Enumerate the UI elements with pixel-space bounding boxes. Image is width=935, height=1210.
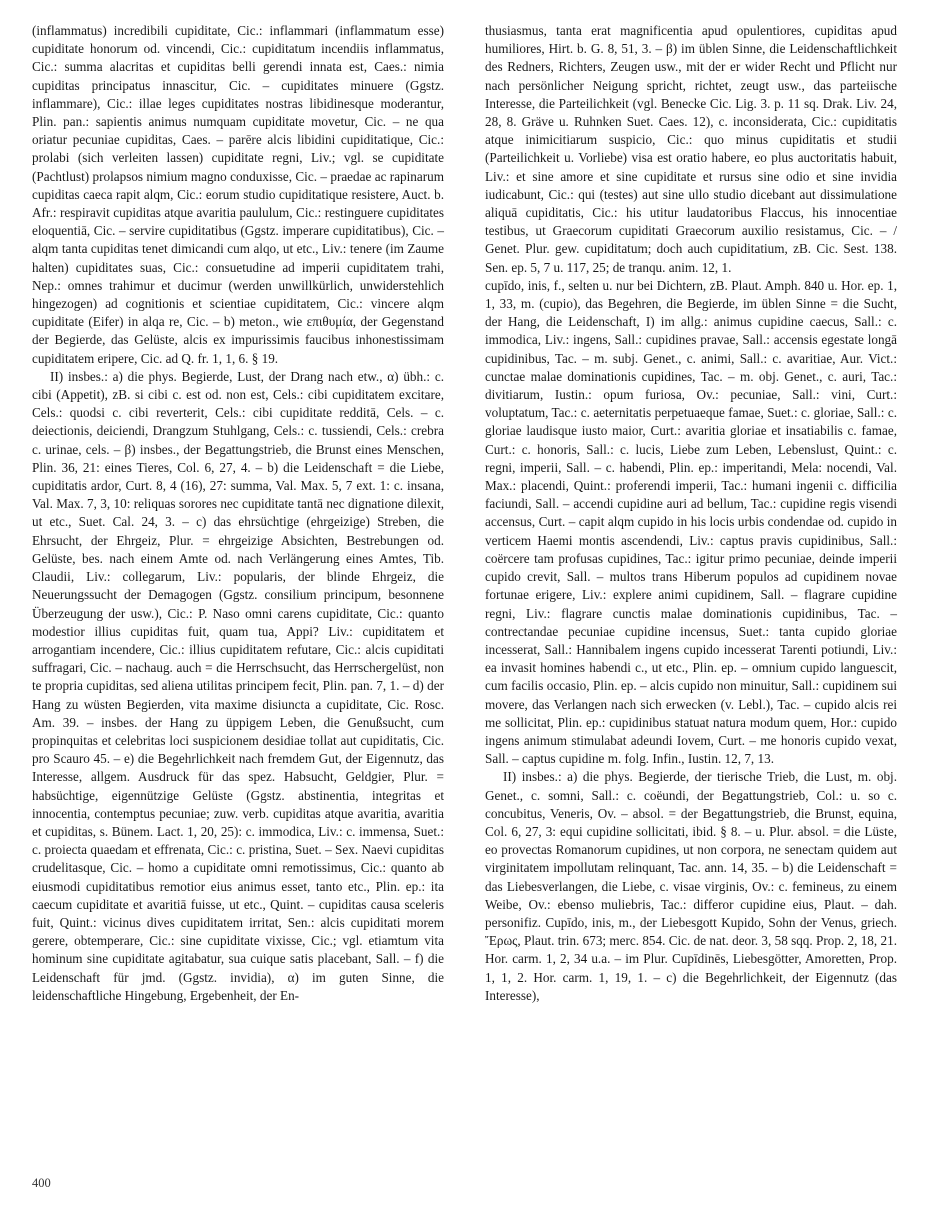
right-column: [485, 22, 897, 1005]
right-paragraph-1: thusiasmus, tanta erat magnificentia apud opulentiores, cupiditas apud humiliores, Hirt. b. G. 8, 51, 3. – β) im üblen Sinne, die Leidenschaftlichkeit des Redners, Richters, Zeugen usw., mit der er wider Recht und Pflicht nur nach persönlicher Neigung spricht, richtet, zeugt usw., das parteiische Interesse, die Parteilichkeit (vgl. Benecke Cic. Lig. 3. p. 11 sq. Drak. Liv. 24, 28, 8. Gräve u. Ruhnken Suet. Caes. 12), c. inconsiderata, Cic.: cupiditatis atque inimicitiarum suspicio, Cic.: quo minus cupiditatis et studii (Parteilichkeit u. Vorliebe) visa est oratio habere, eo plus auctoritatis habuit, Liv.: et sine amore et sine cupiditate et rursus sine odio et sine invidia iudicabunt, Cic.: qui (testes) aut sine ullo studio dicebant aut dissimulatione aliquā cupiditatis, Cic.: his utitur laudatoribus Flaccus, his innocentiae testibus, ut Graecorum cupiditati Graecorum auxilio resistamus, Cic. – / Genet. Plur. gew. cupiditatum; doch auch cupiditatium, zB. Cic. Sest. 138. Sen. ep. 5, 7 u. 117, 25; de tranqu. anim. 12, 1.: [485, 23, 897, 275]
right-paragraph-3: II) insbes.: a) die phys. Begierde, der tierische Trieb, die Lust, m. obj. Genet., c. somni, Sall.: c. coëundi, der Begattungstrieb, Col.: u. so c. concubitus, Veneris, Ov. – absol. = der Begattungstrieb, die Brunst, equina, Col. 6, 27, 3: equi cupidine sollicitati, ibid. § 8. – u. Plur. absol. = die Lüste, eo provectas Romanorum cupidines, ut non corpora, ne senectam quidem aut virginitatem impollutam relinquant, Tac. ann. 14, 35. – b) die Leidenschaft = das Liebesverlangen, die Liebe, c. visae virginis, Ov.: c. femineus, zu einem Weibe, Ov.: ebenso muliebris, Tac.: differor cupidine eius, Plaut. – dah. personifiz. Cupīdo, inis, m., der Liebesgott Kupido, Sohn der Venus, griech. Ἔρως, Plaut. trin. 673; merc. 854. Cic. de nat. deor. 3, 58 sqq. Prop. 2, 18, 21. Hor. carm. 1, 2, 34 u.a. – im Plur. Cupīdinēs, Liebesgötter, Amoretten, Prop. 1, 1, 2. Hor. carm. 1, 19, 1. – c) die Begehrlichkeit, der Eigennutz (das Interesse),: [485, 769, 897, 1003]
left-paragraph-2: II) insbes.: a) die phys. Begierde, Lust, der Drang nach etw., α) übh.: c. cibi (Appetit), zB. si cibi c. est od. non est, Cels.: cibi cupiditatem excitare, Cels.: quodsi c. cibi reverterit, Cels.: cibi cupiditate redditā, Cels. – c. deiectionis, deiciendi, Drangzum Stuhlgang, Cels.: c. tussiendi, Cels.: crebra c. urinae, cels. – β) insbes., der Begattungstrieb, die Brunst eines Menschen, Plin. 36, 21: eines Tieres, Col. 6, 27, 4. – b) die Leidenschaft = die Liebe, cupiditatis ardor, Curt. 8, 4 (16), 27: summa, Val. Max. 5, 7 ext. 1: c. insana, Val. Max. 7, 3, 10: reliquas sorores nec cupiditate tantā nec dignatione dilexit, ut etc., Suet. Cal. 24, 3. – c) das ehrsüchtige (ehrgeizige) Streben, die Ehrsucht, der Ehrgeiz, Plur. = ehrgeizige Absichten, Bestrebungen od. Gelüste, bes. nach einem Amte od. nach Verlängerung eines Amtes, Tib. Claudii, Liv.: collegarum, Liv.: popularis, der blinde Ehrgeiz, die Neuerungssucht der Demagogen (Ggstz. consilium principum, besonnene Überzeugung der usw.), Cic.: P. Naso omni carens cupiditate, Cic.: quanto modestior illius cupiditas fuit, quam tua, Appi? Liv.: cupiditatem et arrogantiam incendere, Cic.: illius cupiditatem refutare, Cic.: alcis cupiditati suffragari, Cic. – nachaug. auch = die Herrschsucht, das Herrschergelüst, non te propria cupiditas, sed aliena utilitas principem fecit, Plin. pan. 7, 1. – d) der Hang zu wüsten Begierden, vita maxime disiuncta a cupiditate, Cic. Rosc. Am. 39. – insbes. der Hang zu üppigem Leben, die Genußsucht, cum propinquitas et celebritas loci suspicionem desidiae tollat aut cupiditatis, Cic. pro Scauro 45. – e) die Begehrlichkeit nach fremdem Gut, der Eigennutz, das Interesse, allgem. Ausdruck für das spez. Habsucht, Geldgier, Plur. = habsüchtige, eigennützige Gelüste (Ggstz. abstinentia, integritas et innocentia, contemptus pecuniae; zuw. verb. cupiditas atque avaritia, avaritia et cupiditas, s. Bünem. Lact. 1, 20, 25): c. immodica, Liv.: c. immensa, Suet.: c. proiecta quaedam et effrenata, Cic.: c. pristina, Suet. – Sex. Naevi cupiditas crudelitasque, Cic. – homo a cupiditate omni remotissimus, Cic.: quanto ab eiusmodi cupiditatibus remotior eius animus esset, tanto etc., Plin. ep.: ita caecum cupiditate et avaritiā fuisse, ut etc., Quint. – cupiditas causa sceleris fuit, Quint.: vicinus dives cupiditatem irritat, Sen.: alcis cupiditati morem gerere, obtemperare, Cic.: sine cupiditate vixisse, Cic.; vgl. etiamtum vita hominum sine cupiditate agitabatur, sua cuique satis placebant, Sall. – f) die Leidenschaft für jmd. (Ggstz. invidia), α) im guten Sinne, die leidenschaftliche Hingebung, Ergebenheit, der En-: [32, 368, 444, 1003]
page-number: 400: [32, 1176, 51, 1190]
left-column: [32, 22, 444, 1005]
entry-cupido: cupīdo, inis, f., selten u. nur bei Dichtern, zB. Plaut. Amph. 840 u. Hor. ep. 1, 1, 33, m. (cupio), das Begehren, die Begierde, im üblen Sinne = die Sucht, der Hang, die Leidenschaft, I) im allg.: animus cupidine caecus, Sall.: c. immodica, Liv.: ingens, Sall.: cupidines pravae, Sall.: accensis egestate longā cupidinibus, Tac. – m. subj. Genet., c. animi, Sall.: c. avaritiae, Aur. Vict.: cunctae malae dominationis cupidines, Tac. – m. obj. Genet., c. auri, Tac.: divitiarum, Iustin.: opum furiosa, Ov.: pecuniae, Sall.: vini, Curt.: voluptatum, Tac.: c. aeternitatis perpetuaeque famae, Suet.: c. gloriae, Sall.: c. gloriae laudisque iusto maior, Curt.: avaritia gloriae et insatiabilis c. famae, Curt.: c. honoris, Sall.: c. lucis, Liebe zum Leben, Lebenslust, Quint.: c. regni, imperii, Sall. – c. habendi, Plin. ep.: imperitandi, Mela: nocendi, Val. Max.: placendi, Quint.: proferendi imperii, Tac.: humani ingenii c. difficilia faciundi, Sall. – accendi cupidine auri ad bellum, Tac.: cupidine regis visendi accensus, Curt. – capit alqm cupido in his locis urbis condendae od. cupido in verticem Haemi montis ascendendi, Liv.: captus pravis cupidinibus, Sall.: coërcere tam profusas cupidines, Tac.: igitur primo pecuniae, deinde imperii cupido crevit, Sall. – multos trans Hiberum populos ad cupidinem novae fortunae erigere, Liv.: explere animi cupidinem, Sall. – flagrare cupidine regni, Liv.: flagrare cunctis malae dominationis cupidinibus, Tac. – contrectandae pecuniae cupidine incensus, Suet.: tanta cupido gloriae incesserat, Sall.: Hannibalem ingens cupido incesserat Tarenti potiundi, Liv.: ea invasit homines habendi c., ut etc., Plin. ep. – omnium cupido languescit, cum facilis occasio, Plin. ep. – alcis cupido non minuitur, Sall.: cupidinem sui movere, das Verlangen nach sich erwecken (v. Lebl.), Tac. – cupido alcis rei me sollicitat, Plin. ep.: cupidinibus statuat natura modum quem, Hor.: cupido ingens animum stimulabat adeundi Iovem, Curt. – me honoris cupido vexat, Sall. – captus cupidine m. folg. Infin., Iustin. 12, 7, 13.: [485, 277, 897, 767]
left-paragraph-1: (inflammatus) incredibili cupiditate, Cic.: inflammari (inflammatum esse) cupiditate honorum od. vincendi, Cic.: cupiditatum incendiis inflammatus, Cic.: summa alacritas et cupiditas belli gerendi innata est, Caes.: nimia cupiditas principatus innascitur, Cic. – cupiditates minuere (Ggstz. inflammare), Cic.: illae leges cupiditates nostras libidinesque moderantur, Plin. pan.: sapientis animus numquam cupiditate movetur, Cic. – ne qua oriatur pecuniae cupiditas, Caes. – parēre alcis libidini cupiditatique, Cic.: prolabi (sich verleiten lassen) cupiditate regni, Liv.; vgl. se cupiditate (Pachtlust) prolapsos nimium magno conduxisse, Cic. – praedae ac rapinarum cupiditas caeca rapit alqm, Cic.: eorum studio cupiditatique resistere, Auct. b. Afr.: respiravit cupiditas atque avaritia paululum, Cic.: restinguere cupiditates eloquentiā, Cic. – servire cupiditatibus (Ggstz. imperare cupiditatibus), Cic. – alqm tanta cupiditas tenet dimicandi cum alqo, ut etc., Liv.: tenere (im Zaume halten) cupiditates suas, Cic.: consuetudine ad imperii cupiditatem trahi, Nep.: omnes trahimur et ducimur (werden unwillkürlich, unwiderstehlich hingezogen) ad cognitionis et scientiae cupiditatem, Cic.: vincere alqm cupiditate (Eifer) in alqa re, Cic. – b) meton., wie επιθυμία, der Gegenstand der Begierde, das Gelüste, alcis ex impurissimis faucibus inhonestissimam cupiditatem eripere, Cic. ad Q. fr. 1, 1, 6. § 19.: [32, 23, 444, 366]
